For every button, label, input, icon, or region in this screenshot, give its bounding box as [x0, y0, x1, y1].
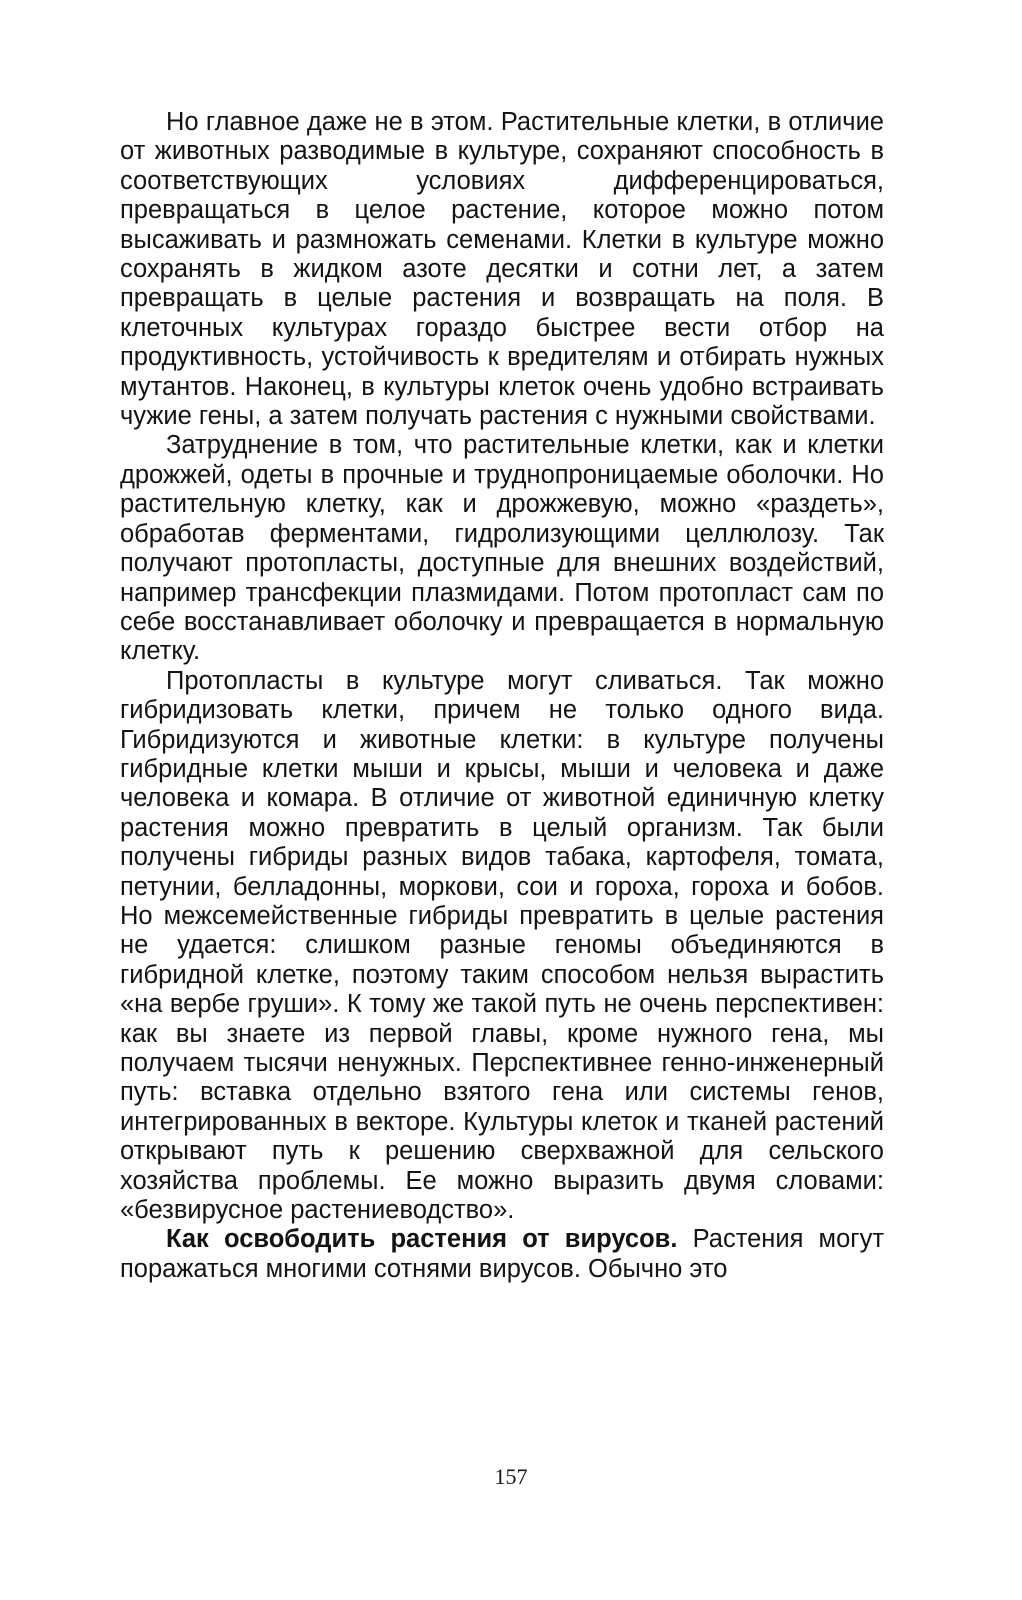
section-text: Растения могут поражаться многими сотнями вирусов. Обычно это [120, 1225, 885, 1283]
paragraph-3: Протопласты в культуре могут сливаться. Так можно гибридизовать клетки, причем не только одного вида. Гибридизуются и животные клетки: в культуре получены гибридные клетки мыши и крысы, мыши и человека и даже человека и комара. В отличие от животной единичную клетку растения можно превратить в целый организм. Так были получены гибриды разных видов табака, картофеля, томата, петунии, белладонны, моркови, сои и гороха, гороха и бобов. Но межсемейственные гибриды превратить в целые растения не удается: слишком разные геномы объединяются в гибридной клетке, поэтому таким способом нельзя вырастить «на вербе груши». К тому же такой путь не очень перспективен: как вы знаете из первой главы, кроме нужного гена, мы получаем тысячи ненужных. Перспективнее генно-инженерный путь: вставка отдельно взятого гена или системы генов, интегрированных в векторе. Культуры клеток и тканей растений открывают путь к решению сверхважной для сельского хозяйства проблемы. Ее можно выразить двумя словами: «безвирусное растениеводство». [120, 666, 884, 1225]
paragraph-2: Затруднение в том, что растительные клетки, как и клетки дрожжей, одеты в прочные и труднопроницаемые оболочки. Но растительную клетку, как и дрожжевую, можно «раздеть», обработав ферментами, гидролизующими целлюлозу. Так получают протопласты, доступные для внешних воздействий, например трансфекции плазмидами. Потом протопласт сам по себе восстанавливает оболочку и превращается в нормальную клетку. [120, 431, 884, 666]
paragraph-4 [120, 1225, 884, 1284]
section-heading: Как освободить растения от вирусов. [166, 1225, 678, 1254]
book-page [120, 108, 884, 1548]
page-number: 157 [494, 1464, 528, 1489]
paragraph-1: Но главное даже не в этом. Растительные клетки, в отличие от животных разводимые в культуре, сохраняют способность в соответствующих условиях дифференцироваться, превращаться в целое растение, которое можно потом высаживать и размножать семенами. Клетки в культуре можно сохранять в жидком азоте десятки и сотни лет, а затем превращать в целые растения и возвращать на поля. В клеточных культурах гораздо быстрее вести отбор на продуктивность, устойчивость к вредителям и отбирать нужных мутантов. Наконец, в культуры клеток очень удобно встраивать чужие гены, а затем получать растения с нужными свойствами. [120, 108, 884, 431]
